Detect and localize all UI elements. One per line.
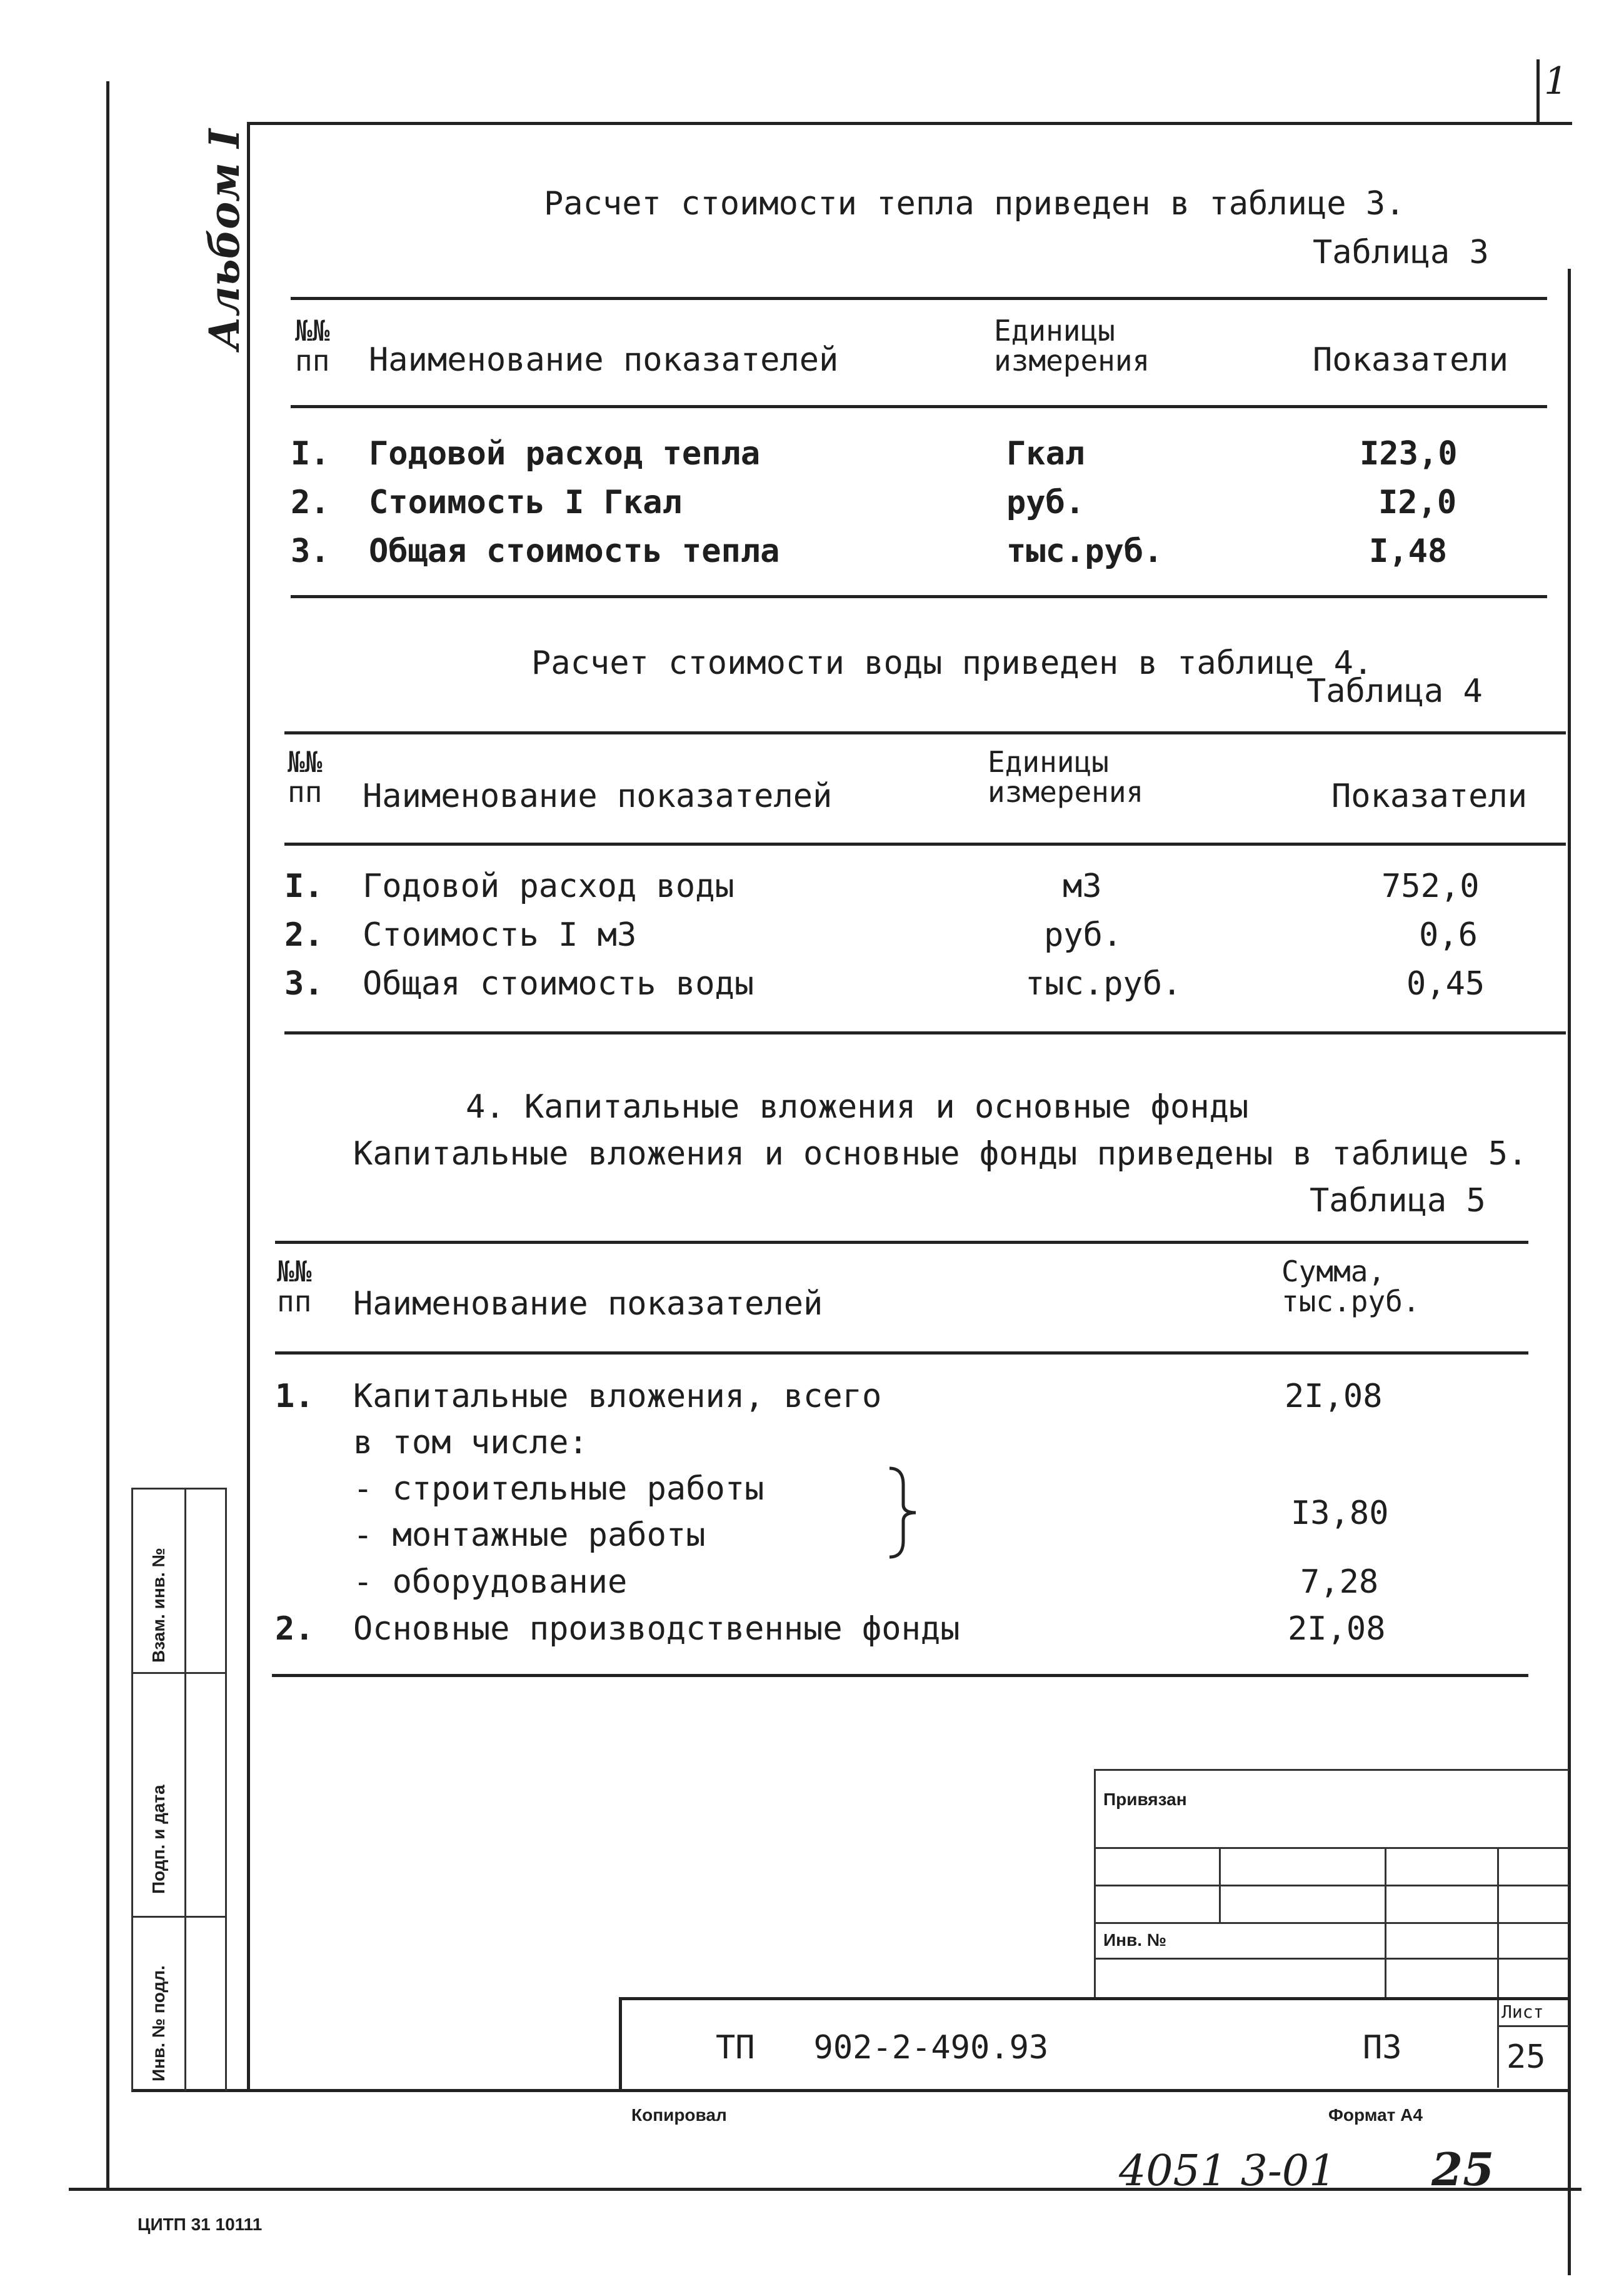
row-name: Капитальные вложения, всего [353, 1378, 882, 1415]
side-stamp-outer-right [225, 1488, 227, 2091]
row-name: Стоимость I Гкал [369, 484, 682, 521]
table5-bottom-rule [272, 1674, 1528, 1677]
table5-header-rule [275, 1351, 1528, 1355]
table4-bottom-rule [284, 1031, 1566, 1034]
stamp-main-left [619, 1997, 622, 2091]
row-name: Общая стоимость тепла [369, 533, 780, 570]
stamp-privyazan: Привязан [1103, 1790, 1187, 1809]
footer-kopiroval: Копировал [631, 2105, 727, 2125]
row-number: 3. [284, 965, 324, 1003]
row-name: Общая стоимость воды [363, 965, 754, 1003]
side-stamp-divider-3 [131, 1916, 226, 1918]
row-value: 2I,08 [1288, 1610, 1386, 1648]
table4-title: Таблица 4 [1306, 673, 1483, 710]
outer-frame-left [106, 81, 109, 2188]
table3-intro: Расчет стоимости тепла приведен в таблице 3. [544, 185, 1405, 223]
row-number: I. [291, 435, 330, 473]
stamp-sheet-label: ПЗ [1363, 2029, 1402, 2066]
table4-header-rule [284, 843, 1566, 846]
stamp-main-top [619, 1997, 1569, 2000]
row-number: 3. [291, 533, 330, 570]
row-number: 1. [275, 1378, 314, 1415]
row-name: в том числе: [353, 1424, 588, 1461]
table3-header-value: Показатели [1313, 341, 1509, 379]
section4-intro: Капитальные вложения и основные фонды приведены в таблице 5. [353, 1135, 1528, 1173]
row-name: - оборудование [353, 1563, 628, 1601]
side-label-podp: Подп. и дата [149, 1785, 168, 1894]
table4-intro: Расчет стоимости воды приведен в таблице 4. [531, 644, 1373, 682]
stamp-grid-v2 [1385, 1847, 1386, 2000]
row-number: I. [284, 868, 324, 905]
album-label: Альбом I [200, 129, 249, 350]
table5-header-num: №№ пп [277, 1255, 312, 1319]
row-value: 0,6 [1419, 916, 1478, 954]
stamp-inv: Инв. № [1103, 1930, 1167, 1950]
side-stamp-divider-1 [131, 1488, 226, 1490]
row-number: 2. [284, 916, 324, 954]
row-unit: тыс.руб. [1006, 533, 1163, 570]
row-value: I2,0 [1378, 484, 1457, 521]
section4-heading: 4. Капитальные вложения и основные фонды [466, 1088, 1249, 1126]
table5-header-name: Наименование показателей [353, 1285, 823, 1323]
row-number: 2. [275, 1610, 314, 1648]
table3-header-unit: Единицы измерения [994, 314, 1150, 378]
row-name: Годовой расход тепла [369, 435, 761, 473]
table3-top-rule [291, 297, 1547, 300]
corner-mark: 1 [1544, 59, 1568, 103]
corner-frame [1536, 59, 1540, 122]
table4-top-rule [284, 731, 1566, 734]
row-name: - монтажные работы [353, 1516, 706, 1554]
footer-printer: ЦИТП 31 10111 [138, 2215, 263, 2234]
row-value: 0,45 [1406, 965, 1485, 1003]
side-label-vzam: Взам. инв. № [149, 1548, 168, 1663]
table4-header-name: Наименование показателей [363, 778, 833, 815]
row-unit: м3 [1063, 868, 1102, 905]
row-number: 2. [291, 484, 330, 521]
footer-handwritten-code: 4051 3-01 [1119, 2146, 1336, 2196]
inner-frame-left [247, 122, 250, 2091]
inner-frame-bottom [131, 2089, 1569, 2092]
inner-frame-top [247, 122, 1572, 125]
row-name: - строительные работы [353, 1470, 764, 1508]
table5-top-rule [275, 1241, 1528, 1244]
table4-header-value: Показатели [1331, 778, 1528, 815]
stamp-sheet-divider [1497, 2025, 1569, 2027]
outer-frame-bottom [69, 2188, 1581, 2191]
side-stamp-inner [184, 1488, 186, 2091]
row-unit: тыс.руб. [1025, 965, 1182, 1003]
row-value: I23,0 [1360, 435, 1458, 473]
right-frame [1568, 269, 1571, 2275]
table3-header-num: №№ пп [295, 314, 330, 378]
footer-format: Формат А4 [1328, 2105, 1423, 2125]
row-value: 2I,08 [1285, 1378, 1383, 1415]
table3-header-rule [291, 405, 1547, 408]
row-unit: руб. [1044, 916, 1123, 954]
row-unit: руб. [1006, 484, 1085, 521]
stamp-sheet-number: 25 [1506, 2038, 1546, 2076]
row-value: I,48 [1369, 533, 1448, 570]
footer-handwritten-page: 25 [1431, 2143, 1495, 2196]
table5-title: Таблица 5 [1310, 1182, 1486, 1220]
table3-header-name: Наименование показателей [369, 341, 839, 379]
row-name: Стоимость I м3 [363, 916, 637, 954]
brace [885, 1466, 922, 1560]
row-unit: Гкал [1006, 435, 1085, 473]
table5-header-value: Сумма, тыс.руб. [1281, 1255, 1420, 1319]
table4-header-num: №№ пп [288, 745, 323, 809]
side-label-inv: Инв. № подл. [149, 1965, 168, 2081]
row-value: 7,28 [1300, 1563, 1379, 1601]
stamp-grid-v3 [1497, 1847, 1499, 2088]
stamp-box-top [1094, 1769, 1569, 1771]
side-stamp-left [131, 1488, 133, 2091]
table3-bottom-rule [291, 595, 1547, 598]
row-value: 752,0 [1381, 868, 1480, 905]
table3-title: Таблица 3 [1313, 234, 1489, 271]
stamp-grid-v1 [1219, 1847, 1221, 1922]
stamp-list-label: Лист [1501, 2001, 1544, 2022]
row-name: Годовой расход воды [363, 868, 734, 905]
brace-value: I3,80 [1291, 1495, 1389, 1532]
stamp-code: ТП 902-2-490.93 [716, 2029, 1049, 2066]
side-stamp-divider-2 [131, 1672, 226, 1674]
row-name: Основные производственные фонды [353, 1610, 960, 1648]
table4-header-unit: Единицы измерения [988, 745, 1144, 809]
